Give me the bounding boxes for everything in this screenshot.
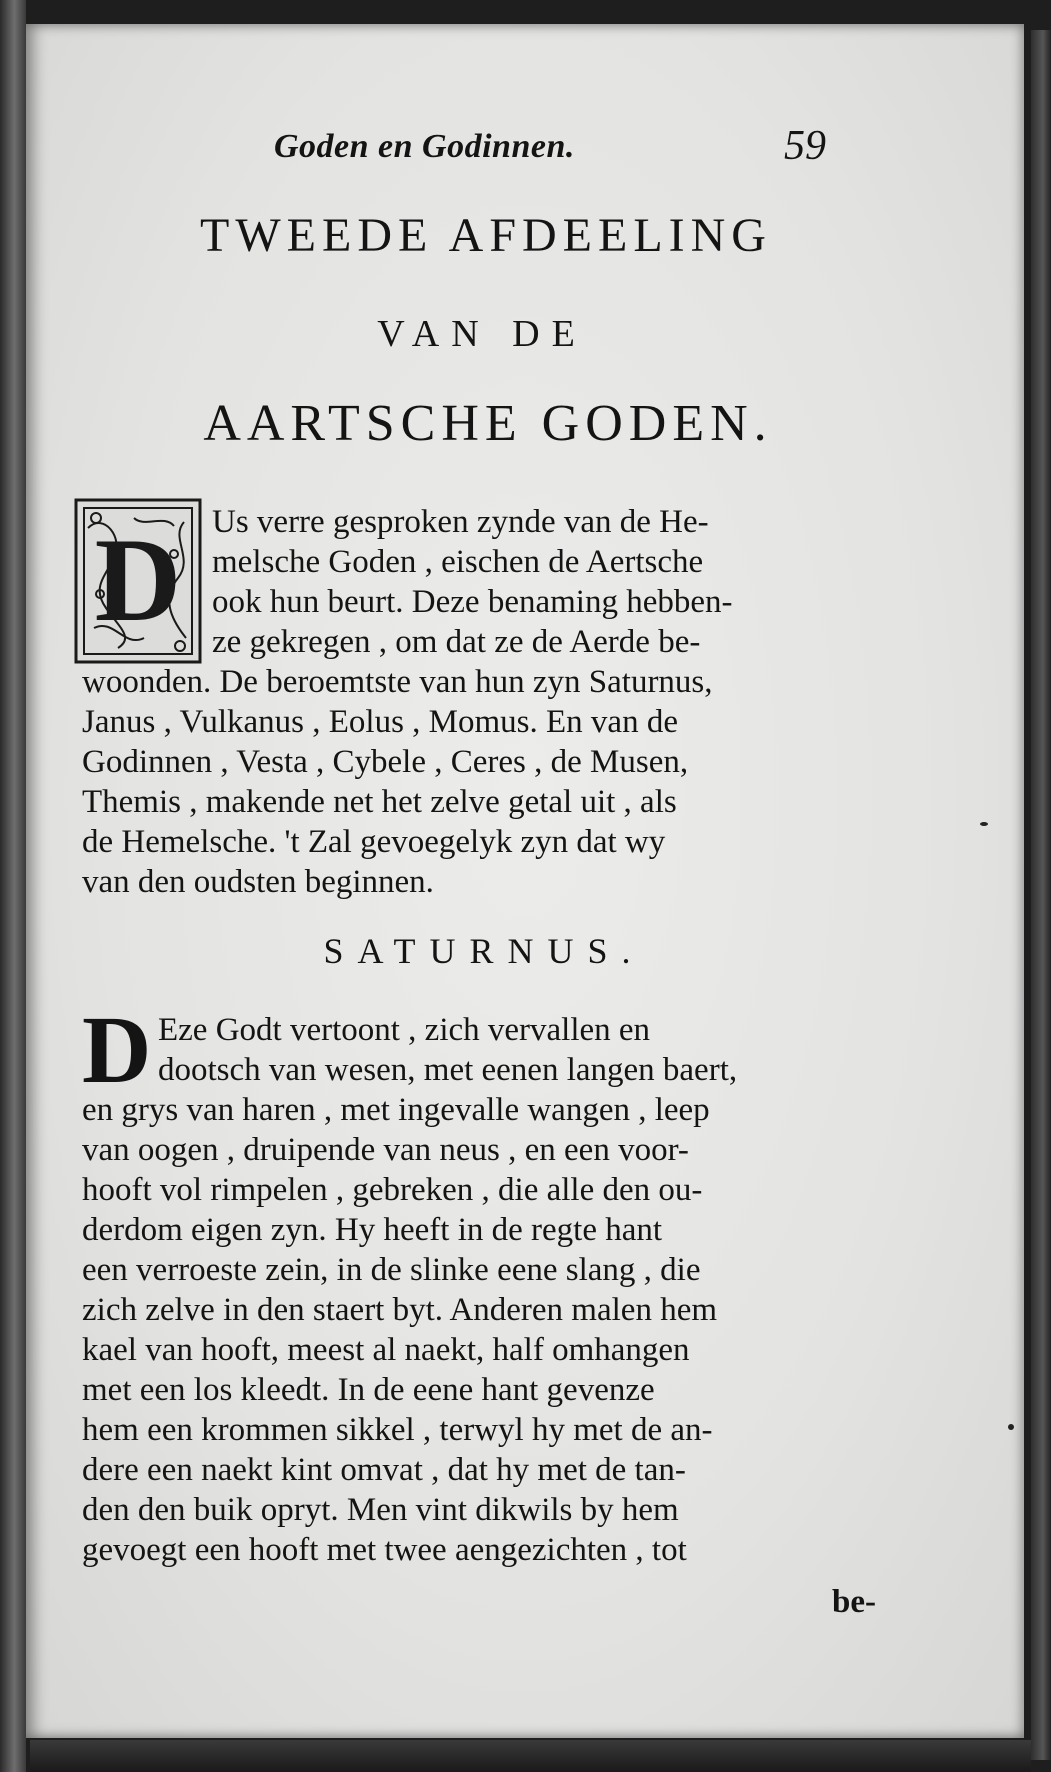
saturnus-line: dootsch van wesen, met eenen langen baert, xyxy=(158,1052,738,1088)
chapter-heading-line-3: AARTSCHE GODEN. xyxy=(203,395,773,452)
saturnus-line: derdom eigen zyn. Hy heeft in de regte hant xyxy=(82,1212,663,1248)
saturnus-line: den den buik opryt. Men vint dikwils by hem xyxy=(82,1492,679,1528)
ink-speck xyxy=(1008,1424,1014,1430)
saturnus-line: hem een krommen sikkel , terwyl hy met de an- xyxy=(82,1412,713,1448)
intro-line: de Hemelsche. 't Zal gevoegelyk zyn dat wy xyxy=(82,824,666,860)
intro-line: ook hun beurt. Deze benaming hebben- xyxy=(212,584,733,620)
chapter-heading-line-2: VAN DE xyxy=(377,313,587,355)
book-bottom-edge xyxy=(30,1740,1031,1772)
intro-line: ze gekregen , om dat ze de Aerde be- xyxy=(212,624,701,660)
running-head: Goden en Godinnen. xyxy=(274,128,575,165)
saturnus-paragraph xyxy=(82,996,906,1570)
section-title: SATURNUS. xyxy=(323,931,645,971)
saturnus-line: van oogen , druipende van neus , en een voor- xyxy=(82,1132,689,1168)
intro-line: Themis , makende net het zelve getal uit , als xyxy=(82,784,677,820)
page-sheet xyxy=(26,24,1024,1738)
saturnus-line: en grys van haren , met ingevalle wangen , leep xyxy=(82,1092,710,1128)
intro-line: van den oudsten beginnen. xyxy=(82,864,434,900)
saturnus-line: hooft vol rimpelen , gebreken , die alle den ou- xyxy=(82,1172,703,1208)
saturnus-line: met een los kleedt. In de eene hant gevenze xyxy=(82,1372,655,1408)
intro-line: melsche Goden , eischen de Aertsche xyxy=(212,544,704,580)
drop-cap-initial: D xyxy=(82,996,152,1103)
saturnus-line: kael van hooft, meest al naekt, half omhangen xyxy=(82,1332,690,1368)
ink-speck xyxy=(980,822,988,826)
ornate-initial-letter: D xyxy=(94,513,182,646)
saturnus-line: een verroeste zein, in de slinke eene slang , die xyxy=(82,1252,701,1288)
intro-line: Us verre gesproken zynde van de He- xyxy=(212,504,709,540)
page-number: 59 xyxy=(784,123,826,169)
book-fore-edge xyxy=(1031,30,1051,1760)
intro-line: woonden. De beroemtste van hun zyn Saturnus, xyxy=(82,664,713,700)
saturnus-line: Eze Godt vertoont , zich vervallen en xyxy=(158,1012,651,1048)
saturnus-line: gevoegt een hooft met twee aengezichten , tot xyxy=(82,1532,687,1568)
intro-paragraph xyxy=(82,502,906,902)
book-spine-edge xyxy=(0,0,26,1772)
chapter-heading-line-1: TWEEDE AFDEELING xyxy=(200,209,772,262)
intro-line: Godinnen , Vesta , Cybele , Ceres , de Musen, xyxy=(82,744,689,780)
intro-line: Janus , Vulkanus , Eolus , Momus. En van de xyxy=(82,704,678,740)
catchword: be- xyxy=(832,1584,876,1620)
saturnus-line: dere een naekt kint omvat , dat hy met de tan- xyxy=(82,1452,686,1488)
saturnus-line: zich zelve in den staert byt. Anderen malen hem xyxy=(82,1292,718,1328)
